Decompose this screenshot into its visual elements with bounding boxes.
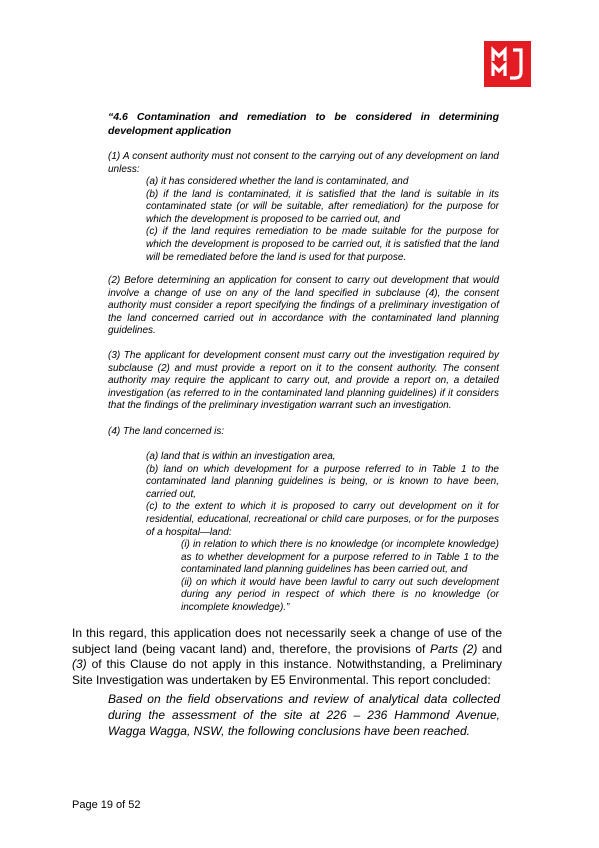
list-item: (ii) on which it would have been lawful to carry out such development during any period in respect of which there is no knowledge (or incomplete knowledge).” <box>181 576 499 613</box>
page-number: Page 19 of 52 <box>72 799 141 811</box>
mmj-logo <box>484 41 531 87</box>
list-item: (a) land that is within an investigation area, <box>146 451 336 462</box>
list-item: (c) if the land requires remediation to be made suitable for the purpose for which the development is proposed to be carried out, it is satisfied that the land will be remediated before the land is used for that purpose. <box>146 226 499 263</box>
clause-3 <box>108 350 499 413</box>
parts-ref: Parts (2) <box>430 641 478 656</box>
clause-4-sublist <box>181 539 499 615</box>
conclusion-text: Based on the field observations and review of analytical data collected during the assessment of the site at 226 – 236 Hammond Avenue, Wagga Wagga, NSW, the following conclusions have been reached. <box>108 692 500 738</box>
parts-ref: (3) <box>72 657 87 671</box>
list-item: (b) land on which development for a purpose referred to in Table 1 to the contaminated land planning guidelines is being, or is known to have been, carried out, <box>146 463 499 500</box>
clause-1-text: (1) A consent authority must not consent to the carrying out of any development on land unless: <box>108 151 499 175</box>
clause-2 <box>108 275 499 338</box>
clause-heading <box>108 110 499 138</box>
clause-1-list <box>146 176 499 264</box>
clause-4-text: (4) The land concerned is: <box>108 426 225 437</box>
conclusion-quote <box>108 691 500 739</box>
clause-3-text: (3) The applicant for development consent must carry out the investigation required by subclause (2) and must provide a report on it to the consent authority. The consent authority may require the applicant to carry out, and provide a report on, a detailed investigation (as referred to in the contaminated land planning guidelines) if it considers that the findings of the preliminary investigation warrant such an investigation. <box>108 350 499 412</box>
list-item: (b) if the land is contaminated, it is satisfied that the land is suitable in its contaminated state (or will be suitable, after remediation) for the purpose for which the development is proposed to be carried out, and <box>146 188 499 225</box>
body-paragraph <box>72 626 502 688</box>
clause-2-text: (2) Before determining an application for consent to carry out development that would involve a change of use on any of the land specified in subclause (4), the consent authority must consider a report specifying the findings of a preliminary investigation of the land concerned carried out in accordance with the contaminated land planning guidelines. <box>108 275 499 337</box>
body-text: of this Clause do not apply in this instance. Notwithstanding, a Preliminary Site Investigation was undertaken by E5 Environmental. This report concluded: <box>72 657 502 687</box>
heading-text: “4.6 Contamination and remediation to be considered in determining development application <box>108 111 499 137</box>
body-text: and <box>477 641 502 656</box>
body-text: In this regard, this application does not necessarily seek a change of use of the subject land (being vacant land) and, therefore, the provisions of <box>72 626 502 656</box>
mmj-logo-icon <box>484 41 531 87</box>
list-item: (i) in relation to which there is no knowledge (or incomplete knowledge) as to whether development for a purpose referred to in Table 1 to the contaminated land planning guidelines has been carried out, and <box>181 539 499 576</box>
list-item: (a) it has considered whether the land is contaminated, and <box>146 176 409 187</box>
list-item: (c) to the extent to which it is proposed to carry out development on it for residential, educational, recreational or child care purposes, or for the purposes of a hospital—land: <box>146 501 499 538</box>
clause-4 <box>108 426 499 439</box>
clause-1 <box>108 151 499 176</box>
clause-4-list <box>146 451 499 539</box>
